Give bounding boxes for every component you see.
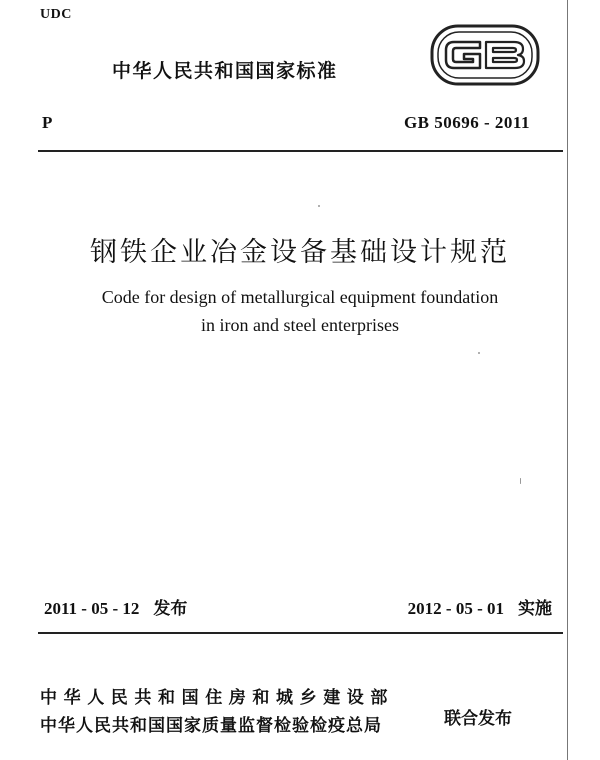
udc-label: UDC — [40, 7, 72, 22]
issue-date: 2011 - 05 - 12 — [44, 599, 140, 618]
effective-date-block — [408, 594, 552, 619]
effective-date: 2012 - 05 - 01 — [407, 599, 504, 618]
joint-issue-label: 联合发布 — [444, 709, 512, 729]
standard-number: GB 50696 - 2011 — [403, 113, 530, 132]
issue-date-block — [44, 594, 187, 619]
title-chinese: 钢铁企业冶金设备基础设计规范 — [90, 237, 510, 268]
top-divider — [38, 150, 563, 152]
title-english-line-1: Code for design of metallurgical equipment foundation — [101, 287, 499, 307]
issuer-1: 中华人民共和国住房和城乡建设部 — [40, 688, 394, 708]
scan-speck — [520, 478, 521, 484]
title-english-line-2: in iron and steel enterprises — [201, 315, 399, 335]
scan-speck — [478, 352, 480, 354]
standard-category: 中华人民共和国国家标准 — [112, 60, 338, 82]
bottom-divider — [38, 632, 563, 634]
effective-label: 实施 — [518, 599, 552, 619]
page-edge-line — [567, 0, 568, 760]
gb-logo — [430, 24, 540, 86]
classification-code: P — [42, 113, 53, 132]
issue-label: 发布 — [153, 599, 188, 619]
issuers-block — [40, 684, 394, 740]
scan-speck — [318, 205, 320, 207]
dates-row — [40, 594, 560, 618]
title-english — [40, 283, 560, 339]
issuer-2: 中华人民共和国国家质量监督检验检疫总局 — [40, 716, 382, 736]
